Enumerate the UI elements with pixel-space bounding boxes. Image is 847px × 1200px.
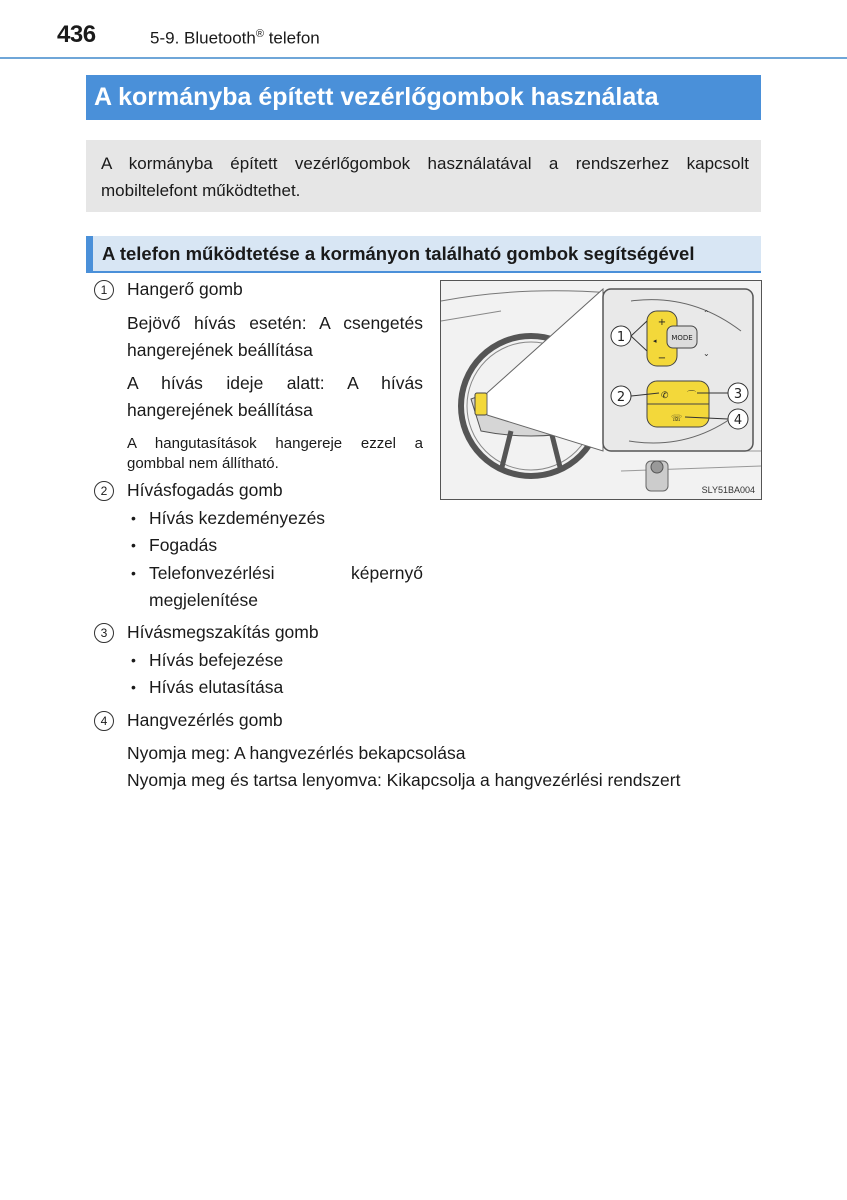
svg-text:2: 2: [616, 390, 626, 405]
svg-text:☏: ☏: [671, 414, 683, 424]
item-1-para-1: Bejövő hívás esetén: A csengetés hangerejének beállítása: [127, 313, 423, 360]
subheading: [86, 236, 761, 271]
steering-wheel-illustration: [441, 281, 761, 499]
item-number-1: 1: [94, 280, 114, 300]
bullet-text: Hívás kezdeményezés: [149, 508, 326, 528]
svg-text:⌃: ⌃: [703, 309, 710, 318]
svg-text:4: 4: [733, 413, 743, 428]
section-name: 5-9. Bluetooth: [150, 28, 256, 48]
bullet-dot: •: [131, 679, 136, 695]
item-4-line-1: Nyomja meg: A hangvezérlés bekapcsolása: [127, 743, 466, 763]
subheading-bar: [86, 236, 93, 271]
svg-text:1: 1: [616, 330, 626, 345]
svg-text:◂: ◂: [653, 337, 657, 345]
header-rule: [0, 57, 847, 59]
svg-text:✆: ✆: [661, 391, 669, 401]
intro-box: [86, 140, 761, 212]
steering-wheel-figure: [440, 280, 762, 500]
section-title: [150, 28, 320, 49]
svg-text:3: 3: [733, 387, 743, 402]
item-title-3: Hívásmegszakítás gomb: [127, 622, 319, 642]
item-title-4: Hangvezérlés gomb: [127, 710, 283, 730]
bullet-dot: •: [131, 510, 136, 526]
item-number-4: 4: [94, 711, 114, 731]
bullet-text: Hívás befejezése: [149, 650, 284, 670]
subheading-title: A telefon működtetése a kormányon található gombok segítségével: [102, 243, 695, 264]
svg-text:⌄: ⌄: [703, 349, 710, 358]
bullet-item: [127, 532, 423, 559]
page-number: 436: [57, 21, 96, 48]
subheading-underline: [86, 271, 761, 273]
item-4-line-2: Nyomja meg és tartsa lenyomva: Kikapcsolja a hangvezérlési rendszert: [127, 770, 681, 790]
svg-text:+: +: [657, 317, 667, 328]
section-suffix: telefon: [263, 28, 320, 48]
item-1-para-2: A hívás ideje alatt: A hívás hangerejének beállítása: [127, 373, 423, 420]
item-title-1: Hangerő gomb: [127, 279, 243, 299]
chapter-banner: [86, 75, 761, 120]
bullet-text: Hívás elutasítása: [149, 677, 284, 697]
item-number-3: 3: [94, 623, 114, 643]
bullet-item: [127, 674, 423, 701]
page-header: [0, 0, 847, 58]
intro-text: A kormányba épített vezérlőgombok használatával a rendszerhez kapcsolt mobiltelefont működtethet.: [101, 154, 749, 200]
bullet-dot: •: [131, 537, 136, 553]
registered-mark: ®: [255, 28, 264, 40]
chapter-title: A kormányba épített vezérlőgombok használata: [94, 83, 659, 111]
bullet-item: [127, 647, 423, 674]
item-number-2: 2: [94, 481, 114, 501]
svg-text:−: −: [657, 353, 667, 364]
bullet-text: Telefonvezérlési képernyő megjelenítése: [149, 563, 423, 610]
item-1-note: A hangutasítások hangereje ezzel a gombbal nem állítható.: [127, 435, 423, 472]
bullet-item: [127, 560, 423, 614]
bullet-text: Fogadás: [149, 535, 218, 555]
svg-text:MODE: MODE: [671, 334, 693, 342]
figure-code: SLY51BA004: [701, 485, 755, 495]
item-title-2: Hívásfogadás gomb: [127, 480, 283, 500]
bullet-item: [127, 505, 423, 532]
bullet-dot: •: [131, 565, 136, 581]
bullet-dot: •: [131, 652, 136, 668]
svg-text:⌒: ⌒: [687, 391, 697, 401]
